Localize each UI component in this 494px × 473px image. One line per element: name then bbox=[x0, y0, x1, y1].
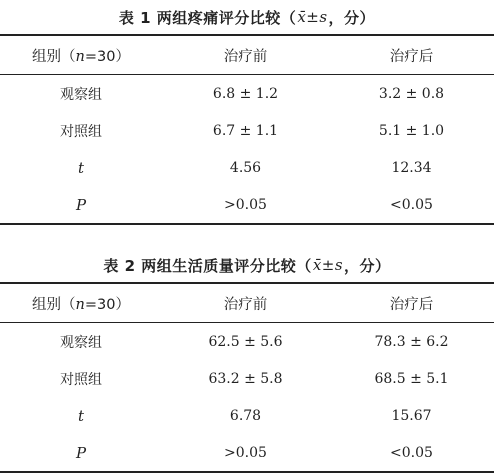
row-label: 观察组 bbox=[60, 334, 102, 351]
table-row bbox=[0, 323, 494, 361]
value-after: 12.34 bbox=[391, 159, 432, 176]
header-after: 治疗后 bbox=[389, 296, 434, 313]
header-before: 治疗前 bbox=[223, 48, 268, 65]
header-group-prefix: 组别（ bbox=[32, 48, 76, 65]
value-after: 78.3 ± 6.2 bbox=[374, 333, 449, 350]
value-before: 62.5 ± 5.6 bbox=[208, 333, 283, 350]
table-caption bbox=[0, 0, 494, 34]
value-after: 68.5 ± 5.1 bbox=[374, 370, 449, 387]
value-before: 6.8 ± 1.2 bbox=[212, 85, 279, 102]
header-group-n: n bbox=[75, 48, 85, 65]
row-label: 对照组 bbox=[60, 371, 102, 388]
value-before: 4.56 bbox=[229, 159, 262, 176]
table-caption bbox=[0, 248, 494, 282]
quality-of-life-table bbox=[0, 248, 494, 473]
table-row bbox=[0, 112, 494, 149]
value-before: 63.2 ± 5.8 bbox=[208, 370, 283, 387]
header-group-n: n bbox=[75, 296, 85, 313]
value-before: >0.05 bbox=[224, 196, 267, 213]
value-after: 5.1 ± 1.0 bbox=[378, 122, 445, 139]
row-label: 对照组 bbox=[60, 123, 102, 140]
data-table bbox=[0, 34, 494, 225]
row-label: t bbox=[77, 406, 85, 425]
caption-prefix: 表 1 两组疼痛评分比较（ bbox=[118, 8, 297, 27]
row-label: t bbox=[77, 158, 85, 177]
caption-suffix: ，分） bbox=[328, 8, 376, 27]
header-group bbox=[0, 283, 162, 323]
header-row bbox=[0, 283, 494, 323]
header-row bbox=[0, 35, 494, 75]
value-before: 6.7 ± 1.1 bbox=[212, 122, 279, 139]
table-row bbox=[0, 397, 494, 434]
row-label: P bbox=[75, 195, 87, 214]
value-before: 6.78 bbox=[229, 407, 262, 424]
value-after: <0.05 bbox=[390, 444, 433, 461]
table-row bbox=[0, 360, 494, 397]
row-label: P bbox=[75, 443, 87, 462]
header-group-prefix: 组别（ bbox=[32, 296, 76, 313]
table-row bbox=[0, 75, 494, 113]
value-after: 15.67 bbox=[391, 407, 432, 424]
header-group-suffix: =30） bbox=[84, 48, 130, 65]
caption-statistic: x̄±s bbox=[297, 8, 328, 26]
caption-prefix: 表 2 两组生活质量评分比较（ bbox=[103, 256, 312, 275]
row-label: 观察组 bbox=[60, 86, 102, 103]
pain-score-table bbox=[0, 0, 494, 225]
caption-statistic: x̄±s bbox=[312, 256, 344, 274]
header-after: 治疗后 bbox=[389, 48, 434, 65]
value-after: <0.05 bbox=[390, 196, 433, 213]
header-group bbox=[0, 35, 162, 75]
caption-suffix: ，分） bbox=[344, 256, 391, 275]
header-group-suffix: =30） bbox=[84, 296, 130, 313]
value-after: 3.2 ± 0.8 bbox=[378, 85, 445, 102]
data-table bbox=[0, 282, 494, 473]
header-before: 治疗前 bbox=[223, 296, 268, 313]
table-row bbox=[0, 434, 494, 472]
table-row bbox=[0, 186, 494, 224]
value-before: >0.05 bbox=[224, 444, 267, 461]
table-row bbox=[0, 149, 494, 186]
